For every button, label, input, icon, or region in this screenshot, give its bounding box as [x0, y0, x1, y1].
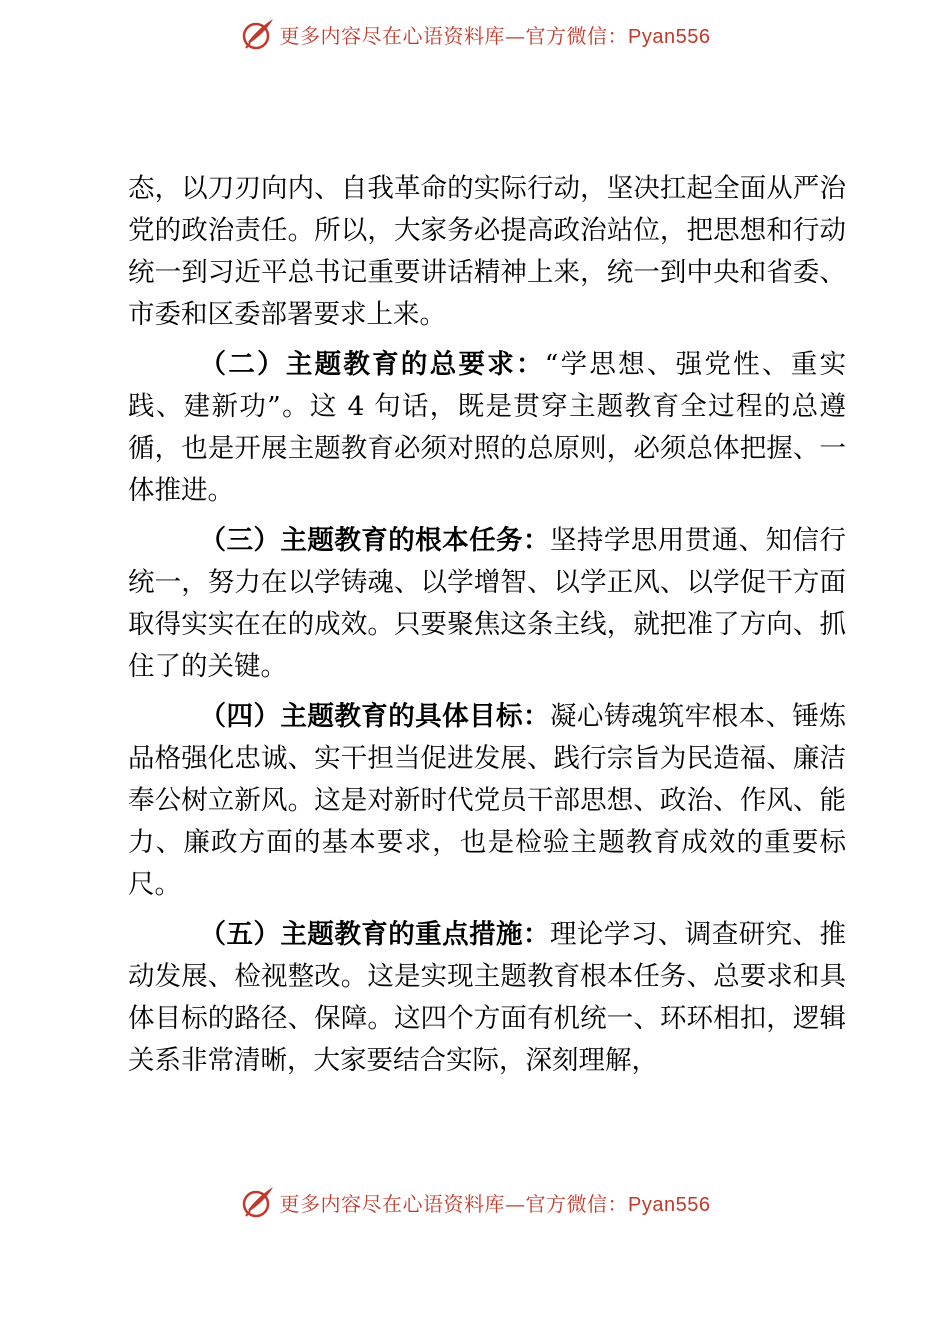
paragraph-3-heading: （三）主题教育的根本任务：	[199, 525, 550, 556]
paragraph-5-body: 理论学习、调查研究、推动发展、检视整改。这是实现主题教育根本任务、总要求和具体目标的路径、保障。这四个方面有机统一、环环相扣，逻辑关系非常清晰，大家要结合实际，深刻理解，	[128, 919, 847, 1076]
footer-contact: Pyan556	[628, 1193, 711, 1216]
header-contact: Pyan556	[628, 25, 711, 48]
paragraph-5-heading: （五）主题教育的重点措施：	[199, 919, 550, 950]
paragraph-3	[128, 520, 846, 688]
header-banner	[0, 14, 950, 54]
footer-label: 更多内容尽在心语资料库—官方微信：	[279, 1191, 629, 1216]
document-body	[128, 168, 846, 1090]
paragraph-1-body: 态，以刀刃向内、自我革命的实际行动，坚决扛起全面从严治党的政治责任。所以，大家务必提高政治站位，把思想和行动统一到习近平总书记重要讲话精神上来，统一到中央和省委、市委和区委部署要求上来。	[128, 173, 846, 330]
paragraph-4	[128, 696, 846, 906]
paragraph-2	[128, 344, 846, 512]
paragraph-5	[128, 914, 846, 1082]
paragraph-1	[128, 168, 846, 336]
quill-logo-icon	[240, 16, 276, 52]
footer-text	[280, 1188, 711, 1217]
footer-banner	[0, 1182, 950, 1222]
quill-logo-icon	[240, 1184, 276, 1220]
paragraph-2-heading: （二）主题教育的总要求：	[199, 349, 545, 380]
paragraph-4-heading: （四）主题教育的具体目标：	[199, 701, 550, 732]
paragraph-3-body: 坚持学思用贯通、知信行统一，努力在以学铸魂、以学增智、以学正风、以学促干方面取得实实在在的成效。只要聚焦这条主线，就把准了方向、抓住了的关键。	[128, 525, 847, 682]
paragraph-2-body: “学思想、强党性、重实践、建新功”。这 4 句话，既是贯穿主题教育全过程的总遵循，也是开展主题教育必须对照的总原则，必须总体把握、一体推进。	[128, 349, 846, 506]
header-label: 更多内容尽在心语资料库—官方微信：	[279, 23, 629, 48]
header-text	[280, 20, 711, 49]
paragraph-4-body: 凝心铸魂筑牢根本、锤炼品格强化忠诚、实干担当促进发展、践行宗旨为民造福、廉洁奉公树立新风。这是对新时代党员干部思想、政治、作风、能力、廉政方面的基本要求，也是检验主题教育成效的重要标尺。	[128, 701, 847, 900]
